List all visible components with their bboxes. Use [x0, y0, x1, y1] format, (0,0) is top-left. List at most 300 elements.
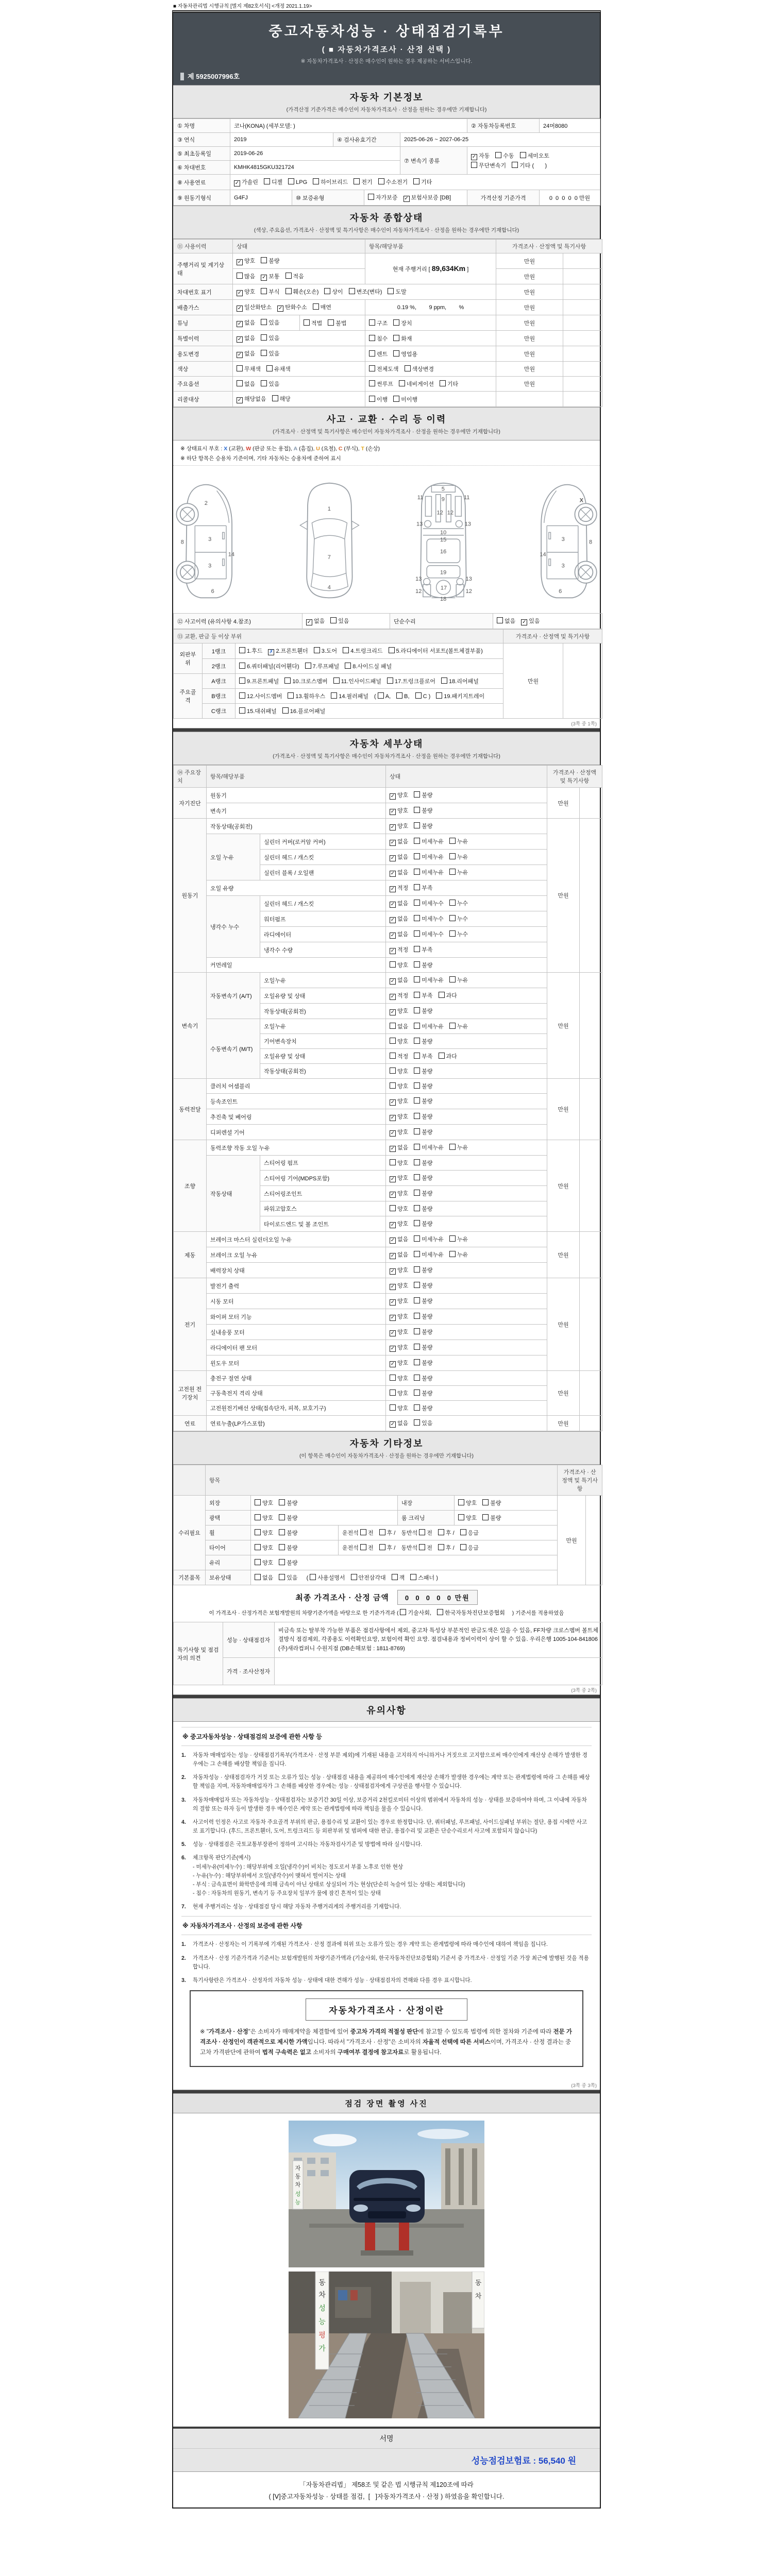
device-group-label: 동력전달 — [174, 1079, 207, 1140]
svg-text:2: 2 — [204, 500, 208, 506]
checkbox-box — [239, 647, 245, 653]
checkbox-있음[interactable]: 있음 — [330, 617, 349, 625]
checkbox-적법[interactable]: 적법 — [304, 319, 322, 327]
checkbox-전[interactable]: 동반석 전 — [401, 1545, 432, 1551]
checkbox-응급[interactable]: 응급 — [460, 1529, 479, 1537]
checkbox-없음[interactable]: 없음 — [497, 617, 515, 625]
checkbox-적정[interactable]: ✓ 적정 — [390, 885, 409, 892]
checkbox-영업용[interactable]: 영업용 — [393, 350, 417, 358]
inspection-photo-front — [289, 2121, 484, 2267]
checkbox-미세누유[interactable]: 미세누유 — [414, 976, 444, 984]
checkbox-양호[interactable]: ✓ 양호 — [390, 1098, 409, 1105]
checkbox-누유[interactable]: 누유 — [449, 976, 468, 984]
item-label: 실린더 헤드 / 개스킷 — [260, 850, 386, 865]
checkbox-누수[interactable]: 누수 — [449, 899, 468, 907]
checkbox-box — [414, 1053, 420, 1059]
checkbox-15.대쉬패널[interactable]: 15.대쉬패널 — [239, 707, 277, 715]
checkbox-C[interactable]: C ) — [415, 692, 431, 700]
checkbox-불량[interactable]: 불량 — [279, 1529, 297, 1537]
checkbox-불량[interactable]: 불량 — [414, 822, 432, 830]
checkbox-양호[interactable]: ✓ 양호 — [237, 258, 256, 265]
checkbox-전[interactable]: 운전석 전 — [342, 1530, 374, 1536]
checkbox-양호[interactable]: ✓ 양호 — [390, 1008, 409, 1015]
checkbox-전기[interactable]: 전기 — [354, 178, 372, 186]
checkbox-불량[interactable]: 불량 — [414, 791, 432, 799]
checkbox-불량[interactable]: 불량 — [414, 1374, 432, 1382]
checkbox-없음[interactable]: 없음 — [255, 1573, 273, 1582]
rankB-row: B랭크 12.사이드멤버 13.휠하우스 14.필러패널 ( A, B, C ) 19.패키지트레이 — [174, 689, 602, 704]
checkbox-있음[interactable]: 있음 — [414, 1419, 432, 1427]
checkbox-탄화수소[interactable]: ✓ 탄화수소 — [278, 304, 307, 311]
checkbox-양호[interactable]: 양호 — [390, 1067, 408, 1075]
checkbox-불량[interactable]: 불량 — [414, 1037, 432, 1045]
checkbox-기타[interactable]: 기타 — [440, 380, 458, 388]
checkbox-이행[interactable]: 이행 — [369, 395, 388, 403]
checkbox-box — [354, 178, 360, 184]
checkbox-없음[interactable]: ✓ 없음 — [390, 916, 409, 923]
checkbox-과다[interactable]: 과다 — [439, 991, 457, 999]
checkbox-box — [285, 288, 292, 294]
checkbox-불량[interactable]: 불량 — [414, 1128, 432, 1136]
checkbox-기타 ( )[interactable]: 기타 ( ) — [512, 161, 547, 170]
field-label: ② 자동차등록번호 — [467, 119, 540, 133]
checkbox-불량[interactable]: 불량 — [414, 1082, 432, 1090]
checkbox-box: ✓ — [390, 1146, 395, 1151]
checkbox-불량[interactable]: 불량 — [279, 1514, 297, 1522]
item-label: 구동축전지 격리 상태 — [207, 1386, 386, 1401]
checkbox-하이브리드[interactable]: 하이브리드 — [313, 178, 348, 186]
checkbox-보험사보증[interactable]: ✓ 보험사보증 [DB] — [404, 195, 451, 201]
row-main-options: 주요옵션 없음 있음 썬루프 네비게이션 기타 만원 — [174, 377, 602, 392]
checkbox-사용설명서[interactable]: ( 사용설명서 — [306, 1575, 345, 1581]
checkbox-box — [279, 1559, 285, 1565]
checkbox-box — [390, 1067, 396, 1074]
checkbox-없음[interactable]: ✓ 없음 — [390, 901, 409, 907]
detail-status-table — [173, 765, 602, 1431]
column-header: 항목/해당부품 — [365, 240, 496, 253]
checkbox-미세누유[interactable]: 미세누유 — [414, 837, 444, 845]
checkbox-응급[interactable]: 응급 — [460, 1544, 479, 1552]
checkbox-양호[interactable]: ✓ 양호 — [390, 808, 409, 815]
fuel-options — [230, 175, 600, 190]
state-options — [386, 1386, 547, 1401]
item-label: 배력장치 상태 — [207, 1263, 386, 1278]
checkbox-양호[interactable]: ✓ 양호 — [390, 1345, 409, 1351]
checkbox-14.필러패널[interactable]: 14.필러패널 — [331, 692, 368, 700]
checkbox-없음[interactable]: ✓ 없음 — [390, 839, 409, 845]
checkbox-2.프론트휀더[interactable]: ✗ 2.프론트휀더 — [269, 648, 308, 655]
checkbox-양호[interactable]: ✓ 양호 — [390, 1129, 409, 1136]
checkbox-box: ✓ — [390, 1330, 395, 1336]
state-options — [386, 1355, 547, 1371]
checkbox-없음[interactable]: ✓ 없음 — [237, 335, 256, 342]
checkbox-16.플로어패널[interactable]: 16.플로어패널 — [282, 707, 325, 715]
checkbox-양호[interactable]: 양호 — [390, 1404, 408, 1412]
checkbox-있음[interactable]: 있음 — [261, 380, 279, 388]
car-diagram-left-side — [173, 474, 261, 607]
checkbox-불량[interactable]: 불량 — [279, 1499, 297, 1507]
detail-row — [174, 1340, 602, 1355]
checkbox-적음[interactable]: 적음 — [285, 272, 304, 280]
checkbox-부족[interactable]: 부족 — [414, 1052, 432, 1060]
checkbox-box — [261, 319, 267, 325]
checkbox-후[interactable]: 후 / — [379, 1529, 396, 1537]
checkbox-box — [304, 319, 310, 326]
current-mileage: 현재 주행거리 [ 89,634Km ] — [365, 253, 496, 284]
checkbox-B[interactable]: B, — [396, 692, 409, 700]
checkbox-box — [360, 1544, 366, 1550]
checkbox-후[interactable]: 후 / — [438, 1529, 455, 1537]
checkbox-9.프론트패널[interactable]: 9.프론트패널 — [239, 677, 279, 685]
checkbox-box: ✓ — [237, 321, 242, 327]
checkbox-7.루프패널[interactable]: 7.루프패널 — [305, 662, 340, 670]
checkbox-불량[interactable]: 불량 — [414, 1297, 432, 1305]
checkbox-양호[interactable]: ✓ 양호 — [390, 1360, 409, 1367]
checkbox-불량[interactable]: 불량 — [414, 1404, 432, 1412]
checkbox-침수[interactable]: 침수 — [369, 334, 388, 343]
checkbox-불량[interactable]: 불량 — [414, 1359, 432, 1367]
checkbox-18.리어패널[interactable]: 18.리어패널 — [441, 677, 479, 685]
checkbox-box: ✓ — [390, 1130, 395, 1136]
state-options — [386, 1263, 547, 1278]
state-options — [386, 880, 547, 896]
checkbox-양호[interactable]: 양호 — [255, 1544, 273, 1552]
checkbox-안전삼각대[interactable]: 안전삼각대 — [351, 1573, 386, 1582]
checkbox-렌트[interactable]: 렌트 — [369, 350, 388, 358]
checkbox-미세누유[interactable]: 미세누유 — [414, 868, 444, 876]
checkbox-없음[interactable]: 없음 — [237, 380, 255, 388]
checkbox-없음[interactable]: ✓ 없음 — [237, 351, 256, 358]
checkbox-불량[interactable]: 불량 — [414, 1389, 432, 1397]
checkbox-없음[interactable]: ✓ 없음 — [390, 1236, 409, 1243]
checkbox-box — [414, 1038, 420, 1044]
checkbox-box — [414, 961, 420, 968]
detail-row — [174, 1386, 602, 1401]
checkbox-없음[interactable]: ✓ 없음 — [390, 1252, 409, 1259]
checkbox-양호[interactable]: 양호 — [458, 1514, 477, 1522]
checkbox-양호[interactable]: ✓ 양호 — [390, 1175, 409, 1182]
checkbox-box — [390, 1053, 396, 1059]
legend-mark-X: X — [224, 446, 228, 452]
checkbox-도말[interactable]: 도말 — [388, 287, 406, 296]
checkbox-box: ✓ — [404, 196, 409, 201]
etc-row-wheel: 휠 양호 불량 운전석 전 후 / 동반석 전 후 / 응급 — [174, 1526, 602, 1540]
checkbox-수동[interactable]: 수동 — [495, 151, 514, 160]
checkbox-19.패키지트레이[interactable]: 19.패키지트레이 — [436, 692, 484, 700]
checkbox-4.트렁크리드[interactable]: 4.트렁크리드 — [343, 647, 382, 655]
checkbox-상이[interactable]: 상이 — [324, 287, 343, 296]
rankA-row: 주요골격 A랭크 9.프론트패널 10.크로스멤버 11.인사이드패널 17.트렁크플로어 18.리어패널 — [174, 674, 602, 689]
checkbox-세미오토[interactable]: 세미오토 — [520, 151, 550, 160]
checkbox-불량[interactable]: 불량 — [279, 1544, 297, 1552]
checkbox-구조[interactable]: 구조 — [369, 319, 388, 327]
state-options — [386, 1079, 547, 1094]
svg-text:능: 능 — [318, 2317, 326, 2326]
legend-mark-U: U — [316, 446, 320, 452]
state-options — [386, 1371, 547, 1386]
checkbox-불량[interactable]: 불량 — [414, 1159, 432, 1167]
section-title: 자동차 기타정보 — [349, 1438, 424, 1449]
checkbox-box — [284, 677, 291, 684]
checkbox-양호[interactable]: ✓ 양호 — [390, 792, 409, 799]
checkbox-양호[interactable]: 양호 — [390, 1037, 408, 1045]
checkbox-LPG[interactable]: LPG — [288, 178, 307, 185]
detail-row — [174, 803, 602, 819]
checkbox-많음[interactable]: 많음 — [237, 272, 255, 280]
checkbox-box — [305, 663, 311, 669]
checkbox-장치[interactable]: 장치 — [393, 319, 412, 327]
checkbox-기술사회[interactable]: 기술사회, — [400, 1608, 431, 1617]
checkbox-보통[interactable]: ✓ 보통 — [262, 274, 280, 280]
checkbox-양호[interactable]: 양호 — [390, 1389, 408, 1397]
checkbox-디젤[interactable]: 디젤 — [264, 178, 282, 186]
checkbox-불량[interactable]: 불량 — [414, 1328, 432, 1336]
checkbox-불량[interactable]: 불량 — [414, 806, 432, 815]
checkbox-미세누수[interactable]: 미세누수 — [414, 930, 444, 938]
checkbox-양호[interactable]: ✓ 양호 — [390, 1191, 409, 1197]
checkbox-적정[interactable]: ✓ 적정 — [390, 993, 409, 999]
checkbox-전[interactable]: 운전석 전 — [342, 1545, 374, 1551]
checkbox-불량[interactable]: 불량 — [414, 1189, 432, 1197]
checkbox-누수[interactable]: 누수 — [449, 930, 468, 938]
checkbox-box: ✓ — [390, 840, 395, 845]
checkbox-없음[interactable]: ✓ 없음 — [237, 320, 256, 327]
checkbox-후[interactable]: 후 / — [379, 1544, 396, 1552]
checkbox-양호[interactable]: ✓ 양호 — [390, 1114, 409, 1121]
price-cell: 만원 — [547, 1371, 580, 1416]
checkbox-box — [414, 946, 420, 952]
checkbox-불량[interactable]: 불량 — [482, 1514, 501, 1522]
checkbox-불량[interactable]: 불량 — [414, 1266, 432, 1274]
checkbox-색상변경[interactable]: 색상변경 — [405, 365, 434, 373]
checkbox-잭[interactable]: 잭 — [392, 1573, 405, 1582]
checkbox-미세누유[interactable]: 미세누유 — [414, 1235, 444, 1243]
checkbox-수소전기[interactable]: 수소전기 — [378, 178, 408, 186]
state-options — [386, 1049, 547, 1064]
legend-mark-C: C — [338, 446, 343, 452]
checkbox-미세누유[interactable]: 미세누유 — [414, 1022, 444, 1030]
document-subnote: ※ 자동차가격조사 · 산정은 매수인이 원하는 경우 제공하는 서비스입니다. — [300, 58, 473, 64]
checkbox-box — [255, 1514, 261, 1520]
checkbox-미이행[interactable]: 미이행 — [393, 395, 417, 403]
checkbox-양호[interactable]: ✓ 양호 — [390, 1267, 409, 1274]
checkbox-있음[interactable]: 있음 — [261, 334, 279, 342]
checkbox-5.라디에이터 서포트(볼트체결부품)[interactable]: 5.라디에이터 서포트(볼트체결부품) — [389, 647, 483, 655]
checkbox-무채색[interactable]: 무채색 — [237, 365, 261, 373]
item-label: 스티어링 기어(MDPS포함) — [260, 1171, 386, 1186]
checkbox-12.사이드멤버[interactable]: 12.사이드멤버 — [239, 692, 282, 700]
checkbox-box — [379, 1529, 385, 1535]
checkbox-누유[interactable]: 누유 — [449, 868, 468, 876]
checkbox-누유[interactable]: 누유 — [449, 1250, 468, 1259]
status-mark-legend: ※ 상태표시 부호 : X (교환), W (판금 또는 용접), A (흠집), U (요철), C (부식), T (손상) — [180, 446, 380, 452]
checkbox-불량[interactable]: 불량 — [279, 1558, 297, 1567]
checkbox-화재[interactable]: 화재 — [393, 334, 412, 343]
checkbox-없음[interactable]: ✓ 없음 — [390, 1145, 409, 1151]
checkbox-미세누유[interactable]: 미세누유 — [414, 1143, 444, 1151]
checkbox-네비게이션[interactable]: 네비게이션 — [399, 380, 434, 388]
checkbox-자가보증[interactable]: 자가보증 — [368, 193, 398, 201]
state-options — [386, 865, 547, 880]
checkbox-양호[interactable]: ✓ 양호 — [390, 1329, 409, 1336]
checkbox-불법[interactable]: 불법 — [328, 319, 346, 327]
checkbox-누유[interactable]: 누유 — [449, 1143, 468, 1151]
checkbox-유채색[interactable]: 유채색 — [266, 365, 291, 373]
checkbox-불량[interactable]: 불량 — [414, 1174, 432, 1182]
checkbox-불량[interactable]: 불량 — [414, 1343, 432, 1351]
checkbox-box — [314, 647, 320, 653]
checkbox-box — [369, 380, 375, 386]
checkbox-있음[interactable]: 있음 — [261, 349, 279, 358]
checkbox-양호[interactable]: 양호 — [255, 1514, 273, 1522]
checkbox-한국자동차진단보증협회[interactable]: 한국자동차진단보증협회 — [437, 1608, 505, 1617]
checkbox-불량[interactable]: 불량 — [414, 961, 432, 969]
checkbox-box — [419, 1544, 425, 1550]
warranty-options — [364, 190, 467, 206]
checkbox-불량[interactable]: 불량 — [414, 1281, 432, 1290]
checkbox-17.트렁크플로어[interactable]: 17.트렁크플로어 — [387, 677, 435, 685]
checkbox-불량[interactable]: 불량 — [261, 257, 279, 265]
checkbox-box — [449, 1144, 456, 1150]
checkbox-미세누수[interactable]: 미세누수 — [414, 914, 444, 923]
checkbox-양호[interactable]: 양호 — [390, 1159, 408, 1167]
checkbox-부식[interactable]: 부식 — [261, 287, 279, 296]
checkbox-불량[interactable]: 불량 — [414, 1219, 432, 1228]
exchange-x-mark: X — [579, 497, 583, 504]
checkbox-없음[interactable]: ✓ 없음 — [390, 977, 409, 984]
checkbox-누수[interactable]: 누수 — [449, 914, 468, 923]
detail-row — [174, 1309, 602, 1325]
checkbox-양호[interactable]: 양호 — [255, 1529, 273, 1537]
checkbox-부족[interactable]: 부족 — [414, 991, 432, 999]
checkbox-부족[interactable]: 부족 — [414, 945, 432, 954]
item-label: 브레이크 오일 누유 — [207, 1247, 386, 1263]
checkbox-일산화탄소[interactable]: ✓ 일산화탄소 — [237, 304, 272, 311]
checkbox-box — [414, 1082, 420, 1089]
checkbox-전[interactable]: 동반석 전 — [401, 1530, 432, 1536]
checkbox-양호[interactable]: 양호 — [458, 1499, 477, 1507]
checkbox-양호[interactable]: ✓ 양호 — [390, 1298, 409, 1305]
checkbox-스패너[interactable]: 스패너 ) — [410, 1573, 438, 1582]
checkbox-전체도색[interactable]: 전체도색 — [369, 365, 399, 373]
item-label: 변속기 — [207, 803, 386, 819]
checkbox-불량[interactable]: 불량 — [482, 1499, 501, 1507]
checkbox-양호[interactable]: 양호 — [390, 1374, 408, 1382]
checkbox-불량[interactable]: 불량 — [414, 1112, 432, 1121]
car-damage-diagrams — [173, 466, 600, 613]
sub-group-label: 수동변속기 (M/T) — [207, 1019, 260, 1079]
checkbox-썬루프[interactable]: 썬루프 — [369, 380, 393, 388]
checkbox-변조(변타)[interactable]: 변조(변타) — [349, 287, 382, 296]
checkbox-3.도어[interactable]: 3.도어 — [314, 647, 337, 655]
checkbox-있음[interactable]: ✓ 있음 — [522, 618, 540, 625]
inspection-photos — [173, 2113, 600, 2427]
item-label: 등속조인트 — [207, 1094, 386, 1109]
checkbox-미세누유[interactable]: 미세누유 — [414, 1250, 444, 1259]
checkbox-없음[interactable]: ✓ 없음 — [390, 931, 409, 938]
etc-row-tire: 타이어 양호 불량 운전석 전 후 / 동반석 전 후 / 응급 — [174, 1540, 602, 1555]
checkbox-불량[interactable]: 불량 — [414, 1007, 432, 1015]
column-header: 항목/해당부품 — [207, 766, 386, 788]
checkbox-기타[interactable]: 기타 — [413, 178, 432, 186]
checkbox-양호[interactable]: 양호 — [255, 1499, 273, 1507]
checkbox-10.크로스멤버[interactable]: 10.크로스멤버 — [284, 677, 327, 685]
checkbox-자동[interactable]: ✓ 자동 — [472, 153, 490, 160]
checkbox-없음[interactable]: ✓ 없음 — [390, 1420, 409, 1427]
checkbox-11.인사이드패널[interactable]: 11.인사이드패널 — [333, 677, 381, 685]
checkbox-8.사이드실 패널[interactable]: 8.사이드실 패널 — [345, 662, 392, 670]
section-note: (색상, 주요옵션, 가격조사 · 산정액 및 특기사항은 매수인이 자동차가격조사 · 산정을 원하는 경우에만 기재합니다) — [254, 227, 519, 233]
checkbox-A[interactable]: ( A, — [374, 693, 391, 700]
checkbox-없음[interactable]: ✓ 없음 — [307, 618, 325, 625]
checkbox-불량[interactable]: 불량 — [414, 1067, 432, 1075]
checkbox-해당없음[interactable]: ✓ 해당없음 — [237, 396, 266, 403]
checkbox-불량[interactable]: 불량 — [414, 1205, 432, 1213]
checkbox-box — [458, 1499, 464, 1505]
state-options — [386, 1156, 547, 1171]
checkbox-누유[interactable]: 누유 — [449, 1235, 468, 1243]
vin-value: KMHK4815GKU321724 — [230, 161, 400, 175]
checkbox-양호[interactable]: ✓ 양호 — [390, 1314, 409, 1320]
checkbox-없음[interactable]: ✓ 없음 — [390, 854, 409, 861]
checkbox-양호[interactable]: ✓ 양호 — [390, 823, 409, 830]
checkbox-과다[interactable]: 과다 — [439, 1052, 457, 1060]
checkbox-있음[interactable]: 있음 — [279, 1573, 300, 1582]
checkbox-불량[interactable]: 불량 — [414, 1097, 432, 1105]
checkbox-후[interactable]: 후 / — [438, 1544, 455, 1552]
checkbox-미세누수[interactable]: 미세누수 — [414, 899, 444, 907]
checkbox-양호[interactable]: 양호 — [390, 1205, 408, 1213]
checkbox-누유[interactable]: 누유 — [449, 837, 468, 845]
checkbox-매연[interactable]: 매연 — [313, 303, 331, 311]
checkbox-양호[interactable]: 양호 — [390, 961, 408, 969]
checkbox-양호[interactable]: 양호 — [255, 1558, 273, 1567]
checkbox-무단변속기[interactable]: 무단변속기 — [471, 161, 506, 170]
checkbox-box — [390, 1038, 396, 1044]
checkbox-6.쿼터패널(리어휀다)[interactable]: 6.쿼터패널(리어휀다) — [239, 662, 299, 670]
checkbox-box: ✓ — [390, 902, 395, 907]
checkbox-양호[interactable]: ✓ 양호 — [237, 289, 256, 296]
etc-row-glass: 유리 양호 불량 — [174, 1555, 602, 1570]
detail-row — [174, 1125, 602, 1140]
checkbox-있음[interactable]: 있음 — [261, 318, 279, 327]
checkbox-양호[interactable]: 양호 — [390, 1082, 408, 1090]
checkbox-없음[interactable]: 없음 — [390, 1022, 408, 1030]
checkbox-미세누유[interactable]: 미세누유 — [414, 853, 444, 861]
checkbox-box — [414, 900, 420, 906]
checkbox-불량[interactable]: 불량 — [414, 1312, 432, 1320]
checkbox-해당[interactable]: 해당 — [272, 395, 291, 403]
checkbox-13.휠하우스[interactable]: 13.휠하우스 — [288, 692, 325, 700]
notice-item: 1. 가격조사 · 산정자는 이 기록부에 기재된 가격조사 · 산정 결과에 허위 또는 오류가 있는 경우 계약 또는 관계법령에 따라 매수인에 대하여 책임을 집니다. — [181, 1941, 548, 1948]
detail-row — [174, 896, 602, 911]
checkbox-양호[interactable]: ✓ 양호 — [390, 1221, 409, 1228]
svg-text:1: 1 — [327, 506, 331, 513]
field-label: ⑤ 최초등록일 — [174, 147, 230, 161]
checkbox-1.후드[interactable]: 1.후드 — [239, 647, 262, 655]
checkbox-누유[interactable]: 누유 — [449, 853, 468, 861]
checkbox-양호[interactable]: ✓ 양호 — [390, 1283, 409, 1290]
checkbox-가솔린[interactable]: ✓ 가솔린 — [234, 179, 258, 186]
checkbox-적정[interactable]: 적정 — [390, 1052, 408, 1060]
checkbox-훼손(오손)[interactable]: 훼손(오손) — [285, 287, 319, 296]
checkbox-부족[interactable]: 부족 — [414, 884, 432, 892]
checkbox-적정[interactable]: ✓ 적정 — [390, 947, 409, 954]
car-front-silhouette — [349, 2170, 425, 2223]
checkbox-누유[interactable]: 누유 — [449, 1022, 468, 1030]
checkbox-없음[interactable]: ✓ 없음 — [390, 870, 409, 876]
checkbox-box: ✓ — [390, 1222, 395, 1228]
